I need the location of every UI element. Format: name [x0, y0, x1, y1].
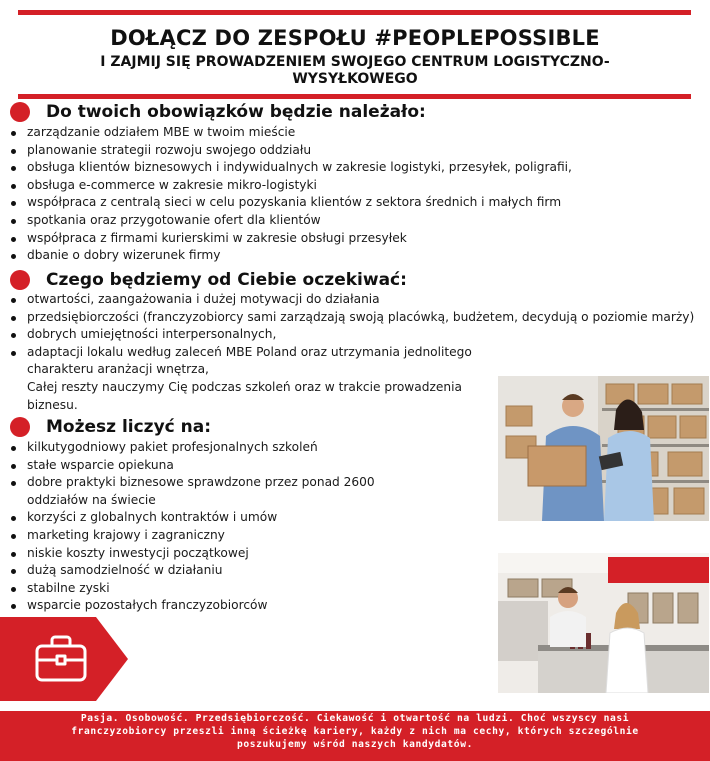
shop-counter-photo: [498, 553, 709, 693]
list-item: przedsiębiorczości (franczyzobiorcy sami zarządzają swoją placówką, budżetem, decydują o poziomie marży): [8, 309, 700, 327]
briefcase-arrow-banner: [0, 617, 130, 701]
list-item: planowanie strategii rozwoju swojego oddziału: [8, 142, 688, 160]
list-item: korzyści z globalnych kontraktów i umów: [8, 509, 448, 527]
benefits-title: Możesz liczyć na:: [46, 417, 212, 437]
list-item: stabilne zyski: [8, 580, 448, 598]
header-bottom-rule: [18, 94, 691, 99]
list-item: dobrych umiejętności interpersonalnych,: [8, 326, 700, 344]
warehouse-photo: [498, 376, 709, 521]
list-note: Całej reszty nauczymy Cię podczas szkoleń oraz w trakcie prowadzenia biznesu.: [27, 379, 462, 412]
expectations-title: Czego będziemy od Ciebie oczekiwać:: [46, 270, 407, 290]
list-item: kilkutygodniowy pakiet profesjonalnych szkoleń: [8, 439, 448, 457]
list-item: zarządzanie odziałem MBE w twoim mieście: [8, 124, 688, 142]
list-item: adaptacji lokalu według zaleceń MBE Poland oraz utrzymania jednolitego charakteru aranżacji wnętrza,: [8, 344, 700, 379]
footer-text: Pasja. Osobowość. Przedsiębiorczość. Ciekawość i otwartość na ludzi. Choć wszyscy nasi franczyzobiorcy przeszli inną ścieżkę kariery, każdy z nich ma cechy, których szczególnie poszukujemy wśród naszych kandydatów.: [71, 713, 639, 750]
list-item: obsługa klientów biznesowych i indywidualnych w zakresie logistyki, przesyłek, poligrafii,: [8, 159, 688, 177]
benefits-heading: [10, 417, 211, 437]
red-circle-bullet-icon: [10, 102, 30, 122]
list-item: otwartości, zaangażowania i dużej motywacji do działania: [8, 291, 700, 309]
list-item: obsługa e-commerce w zakresie mikro-logistyki: [8, 177, 688, 195]
duties-heading: [10, 102, 426, 122]
list-item: współpraca z firmami kurierskimi w zakresie obsługi przesyłek: [8, 230, 688, 248]
list-item: spotkania oraz przygotowanie ofert dla klientów: [8, 212, 688, 230]
page-subtitle: I ZAJMIJ SIĘ PROWADZENIEM SWOJEGO CENTRUM LOGISTYCZNO-WYSYŁKOWEGO: [100, 54, 610, 87]
duties-list: [8, 124, 688, 265]
list-item: stałe wsparcie opiekuna: [8, 457, 448, 475]
expectations-heading: [10, 270, 407, 290]
benefits-list: [8, 439, 448, 615]
list-item: dużą samodzielność w działaniu: [8, 562, 448, 580]
list-item: wsparcie pozostałych franczyzobiorców: [8, 597, 448, 615]
top-red-rule: [18, 10, 691, 15]
list-item: dbanie o dobry wizerunek firmy: [8, 247, 688, 265]
list-item: współpraca z centralą sieci w celu pozyskania klientów z sektora średnich i małych firm: [8, 194, 688, 212]
page-title: DOŁĄCZ DO ZESPOŁU #PEOPLEPOSSIBLE: [110, 26, 600, 50]
red-circle-bullet-icon: [10, 270, 30, 290]
list-item: dobre praktyki biznesowe sprawdzone przez ponad 2600 oddziałów na świecie: [8, 474, 448, 509]
duties-title: Do twoich obowiązków będzie należało:: [46, 102, 426, 122]
list-item: marketing krajowy i zagraniczny: [8, 527, 448, 545]
red-circle-bullet-icon: [10, 417, 30, 437]
list-item: niskie koszty inwestycji początkowej: [8, 545, 448, 563]
